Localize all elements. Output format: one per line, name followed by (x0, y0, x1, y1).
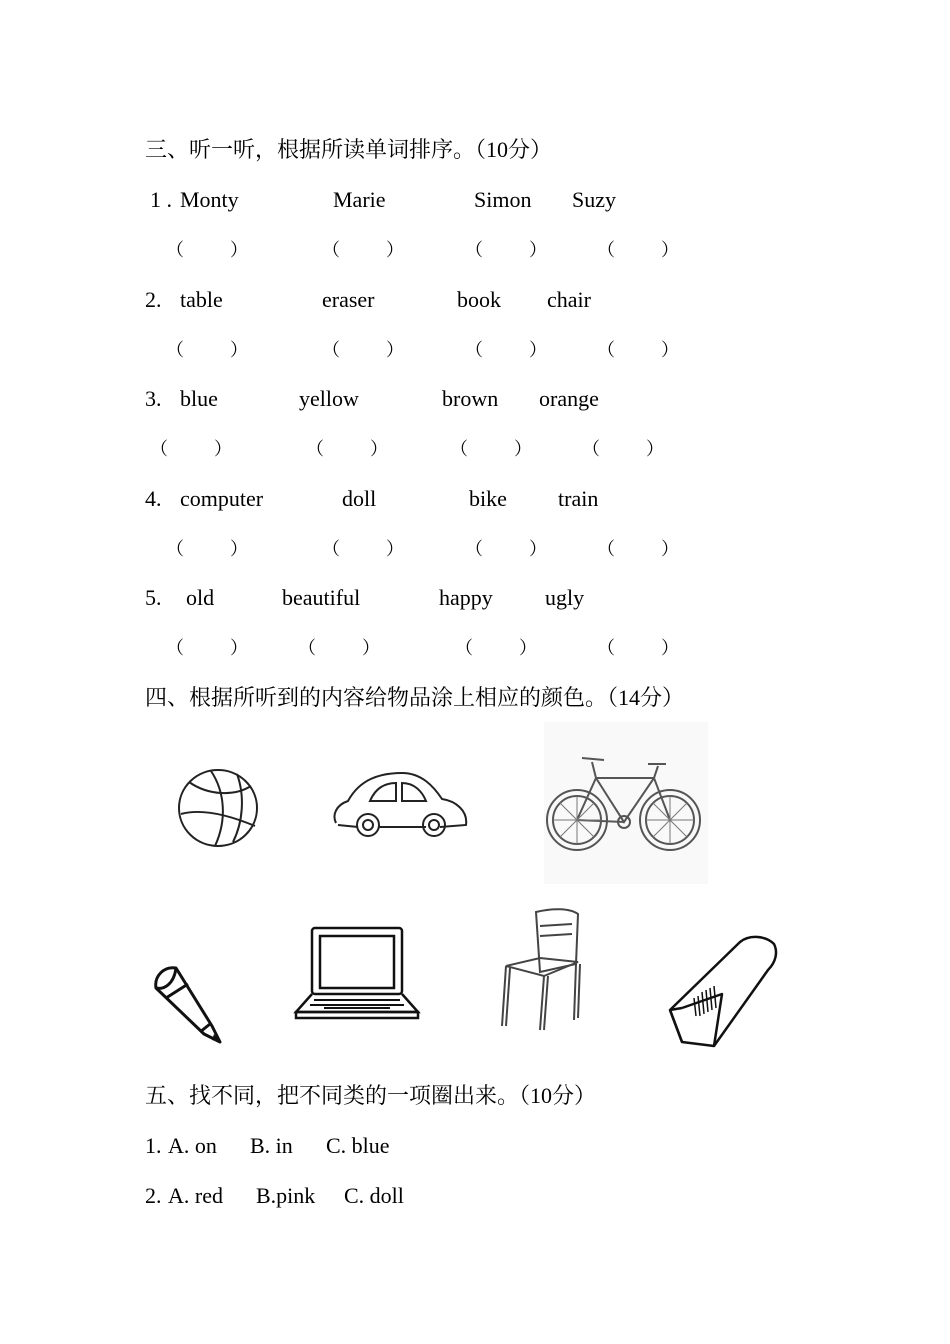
row1-word-4: Suzy (572, 187, 616, 212)
pencil-icon[interactable] (152, 962, 224, 1046)
row4-blank-1[interactable]: （ ） (166, 539, 248, 559)
row2-word-1: table (180, 287, 223, 312)
row4-word-1: computer (180, 486, 264, 511)
row1-number: 1 . (150, 187, 172, 212)
row4-word-3: bike (469, 486, 507, 511)
row5-word-1: old (186, 585, 215, 610)
row2-word-3: book (457, 287, 501, 312)
q1-option-b[interactable]: B. in (250, 1133, 293, 1158)
row4-word-4: train (558, 486, 599, 511)
row4-blank-3[interactable]: （ ） (465, 539, 547, 559)
row2-blank-4[interactable]: （ ） (597, 340, 679, 360)
chair-icon[interactable] (496, 906, 584, 1048)
row2-word-2: eraser (322, 287, 375, 312)
section4-heading: 四、根据所听到的内容给物品涂上相应的颜色。（14分） (145, 685, 685, 710)
row5-blank-1[interactable]: （ ） (166, 638, 248, 658)
row5-blank-3[interactable]: （ ） (455, 638, 537, 658)
row1-word-2: Marie (333, 187, 386, 212)
row5-blank-2[interactable]: （ ） (298, 638, 380, 658)
row3-word-2: yellow (299, 386, 359, 411)
row2-blank-2[interactable]: （ ） (322, 340, 404, 360)
car-icon[interactable] (330, 771, 470, 839)
q1-number: 1. (145, 1133, 162, 1158)
q2-option-b[interactable]: B.pink (256, 1183, 316, 1208)
row3-blank-4[interactable]: （ ） (582, 439, 664, 459)
row5-blank-4[interactable]: （ ） (597, 638, 679, 658)
row1-blank-1[interactable]: （ ） (166, 240, 248, 260)
row4-blank-4[interactable]: （ ） (597, 539, 679, 559)
row1-word-1: Monty (180, 187, 239, 212)
row1-blank-4[interactable]: （ ） (597, 240, 679, 260)
row3-blank-1[interactable]: （ ） (150, 439, 232, 459)
row1-blank-3[interactable]: （ ） (465, 240, 547, 260)
row5-word-4: ugly (545, 585, 585, 610)
q1-option-a[interactable]: A. on (168, 1133, 217, 1158)
row2-number: 2. (145, 287, 162, 312)
row3-blank-3[interactable]: （ ） (450, 439, 532, 459)
row3-word-4: orange (539, 386, 599, 411)
eraser-icon[interactable] (666, 934, 780, 1050)
section5-heading: 五、找不同，把不同类的一项圈出来。（10分） (145, 1083, 597, 1108)
row4-blank-2[interactable]: （ ） (322, 539, 404, 559)
row2-blank-3[interactable]: （ ） (465, 340, 547, 360)
row5-word-3: happy (439, 585, 493, 610)
row4-word-2: doll (342, 486, 377, 511)
row2-blank-1[interactable]: （ ） (166, 340, 248, 360)
q2-option-a[interactable]: A. red (168, 1183, 223, 1208)
basketball-icon[interactable] (175, 766, 261, 850)
row1-word-3: Simon (474, 187, 532, 212)
row2-word-4: chair (547, 287, 591, 312)
q2-option-c[interactable]: C. doll (344, 1183, 404, 1208)
q2-number: 2. (145, 1183, 162, 1208)
row4-number: 4. (145, 486, 162, 511)
row3-word-1: blue (180, 386, 218, 411)
row5-number: 5. (145, 585, 162, 610)
row3-blank-2[interactable]: （ ） (306, 439, 388, 459)
laptop-icon[interactable] (294, 924, 420, 1022)
row3-word-3: brown (442, 386, 499, 411)
row1-blank-2[interactable]: （ ） (322, 240, 404, 260)
section3-heading: 三、听一听，根据所读单词排序。（10分） (145, 137, 553, 162)
row5-word-2: beautiful (282, 585, 361, 610)
row3-number: 3. (145, 386, 162, 411)
bicycle-icon[interactable] (544, 722, 708, 884)
q1-option-c[interactable]: C. blue (326, 1133, 390, 1158)
